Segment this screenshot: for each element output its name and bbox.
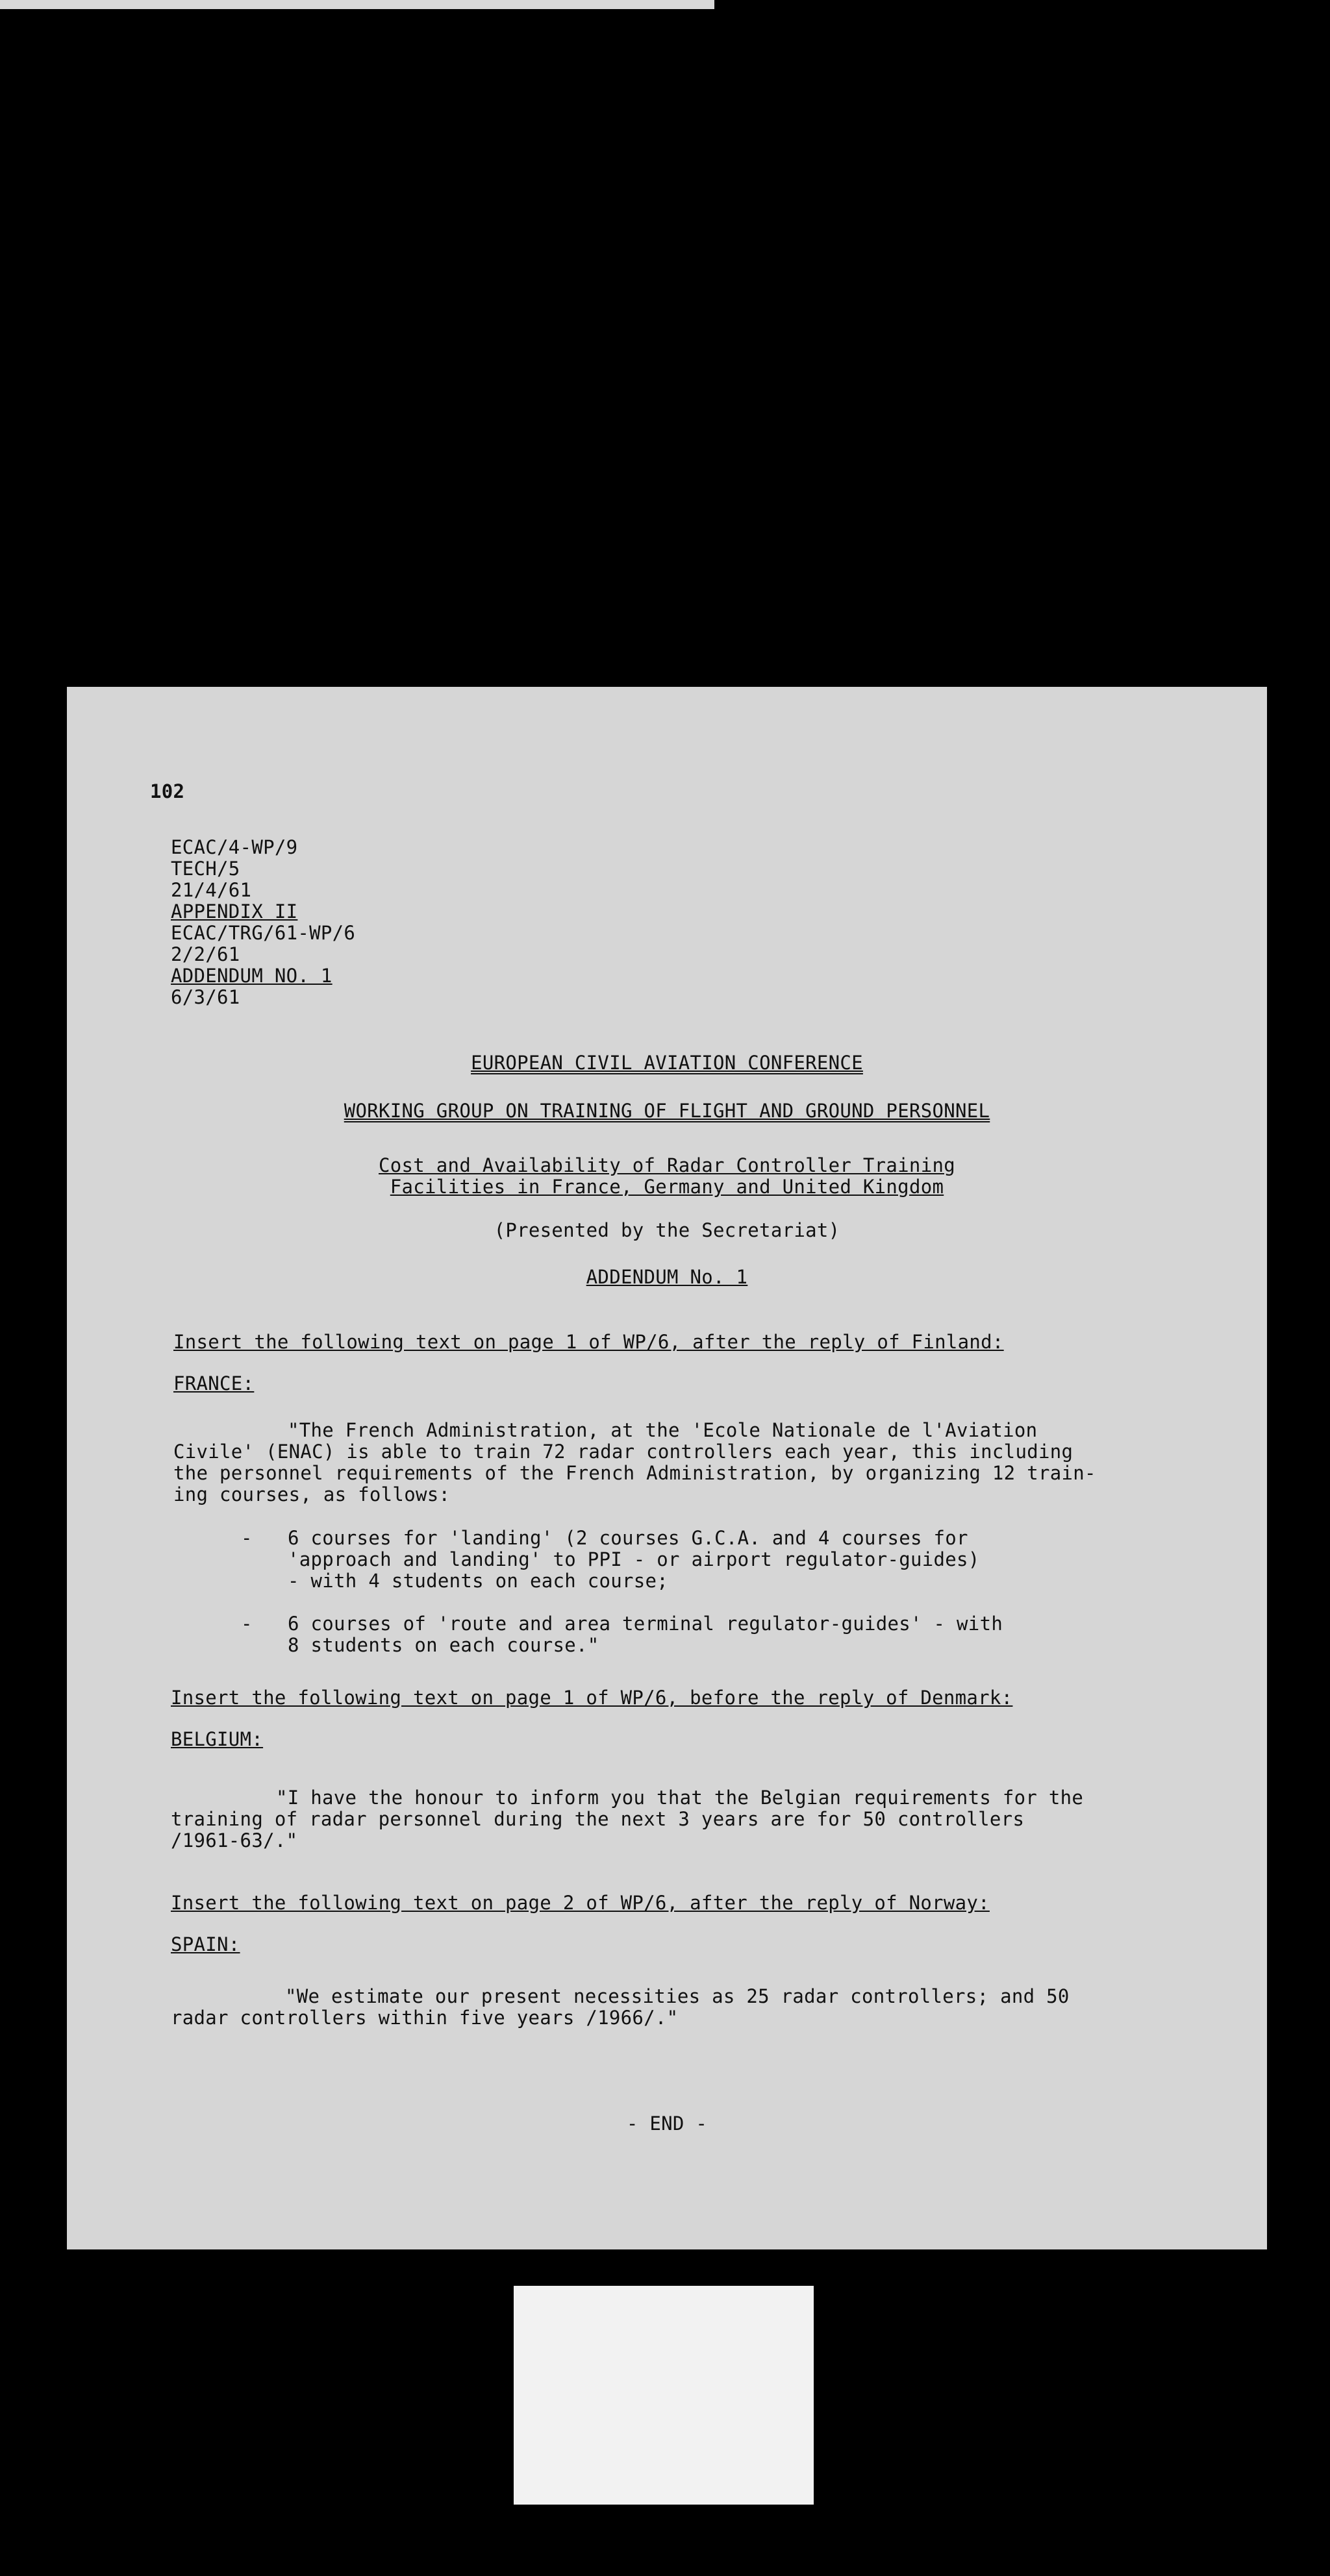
ref-line: ECAC/4-WP/9 xyxy=(171,836,298,858)
text-line: 'approach and landing' to PPI - or airport regulator-guides) xyxy=(288,1548,980,1570)
bullet-dash: - xyxy=(241,1613,253,1635)
bullet-dash: - xyxy=(241,1527,253,1549)
subject-line: Facilities in France, Germany and United Kingdom xyxy=(390,1176,944,1198)
text-line: Civile' (ENAC) is able to train 72 radar controllers each year, this including xyxy=(173,1441,1073,1463)
document-page xyxy=(67,687,1267,2249)
blank-target-card xyxy=(514,2286,814,2505)
text-line: the personnel requirements of the French Administration, by organizing 12 train- xyxy=(173,1462,1096,1484)
ref-line: 2/2/61 xyxy=(171,943,240,965)
ref-line: TECH/5 xyxy=(171,858,240,880)
ref-line: ECAC/TRG/61-WP/6 xyxy=(171,922,356,944)
film-strip-edge xyxy=(0,0,714,9)
page-number: 102 xyxy=(150,780,185,802)
text-line: "The French Administration, at the 'Ecole Nationale de l'Aviation xyxy=(288,1419,1038,1441)
text-line: 8 students on each course." xyxy=(288,1634,599,1656)
country-heading: FRANCE: xyxy=(173,1372,255,1394)
ref-line: 6/3/61 xyxy=(171,986,240,1008)
text-line: training of radar personnel during the next 3 years are for 50 controllers xyxy=(171,1808,1025,1830)
insert-instruction: Insert the following text on page 2 of WP/6, after the reply of Norway: xyxy=(171,1892,990,1914)
text-line: radar controllers within five years /1966/." xyxy=(171,2007,679,2029)
text-line: ing courses, as follows: xyxy=(173,1483,451,1505)
country-heading: BELGIUM: xyxy=(171,1728,264,1750)
presented-by: (Presented by the Secretariat) xyxy=(494,1219,840,1241)
text-line: 6 courses of 'route and area terminal regulator-guides' - with xyxy=(288,1613,1003,1635)
subject-line: Cost and Availability of Radar Controller Training xyxy=(379,1154,955,1176)
text-line: - with 4 students on each course; xyxy=(288,1570,669,1592)
text-line: 6 courses for 'landing' (2 courses G.C.A. and 4 courses for xyxy=(288,1527,968,1549)
insert-instruction: Insert the following text on page 1 of WP/6, before the reply of Denmark: xyxy=(171,1687,1013,1709)
working-group-title: WORKING GROUP ON TRAINING OF FLIGHT AND GROUND PERSONNEL xyxy=(344,1100,990,1122)
country-heading: SPAIN: xyxy=(171,1933,240,1955)
addendum-title: ADDENDUM No. 1 xyxy=(586,1266,748,1288)
ref-line: APPENDIX II xyxy=(171,900,298,923)
text-line: /1961-63/." xyxy=(171,1829,298,1852)
text-line: "I have the honour to inform you that the Belgian requirements for the xyxy=(276,1787,1084,1809)
end-marker: - END - xyxy=(626,2112,708,2135)
ref-line: ADDENDUM NO. 1 xyxy=(171,965,332,987)
text-line: "We estimate our present necessities as 25 radar controllers; and 50 xyxy=(285,1985,1070,2007)
ref-line: 21/4/61 xyxy=(171,879,252,901)
insert-instruction: Insert the following text on page 1 of WP/6, after the reply of Finland: xyxy=(173,1331,1004,1353)
conference-title: EUROPEAN CIVIL AVIATION CONFERENCE xyxy=(471,1052,863,1074)
